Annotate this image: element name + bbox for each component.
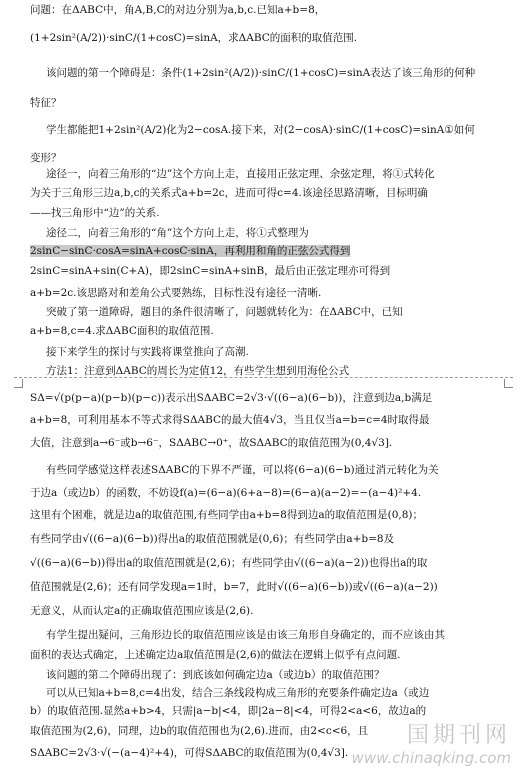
paragraph-line <box>30 244 513 258</box>
paragraph-line: 值范围就是(2,6)；还有同学发现a=1时，b=7，此时√((6−a)(6−b))或√((6−a)(a−2)) <box>30 581 438 593</box>
paragraph-line: 变形？ <box>30 152 62 164</box>
paragraph-line: 无意义，从而认定a的正确取值范围应该是(2,6). <box>30 605 254 617</box>
paragraph-line: √((6−a)(6−b))得出a的取值范围就是(2,6)；有些同学由√((6−a)(a−2))也得出a的取 <box>30 557 428 569</box>
page-corner-mark <box>14 379 23 388</box>
paragraph-line: 面积的表达式确定，上述确定边a取值范围是(2,6)的做法在逻辑上似乎有点问题. <box>30 649 401 661</box>
paragraph-line: 为关于三角形三边a,b,c的关系式a+b=2c，进而可得c=4.该途径思路清晰，目标明确 <box>30 187 428 199</box>
paragraph-line: 2sinC=sinA+sin(C+A)，即2sinC=sinA+sinB，最后由正弦定理亦可得到 <box>30 265 391 277</box>
paragraph-line: 该问题的第一个障碍是：条件(1+2sin²(A/2))·sinC/(1+cosC)=sinA表达了该三角形的何种 <box>46 67 476 79</box>
paragraph-line: a+b=8，可利用基本不等式求得SΔABC的最大值4√3，当且仅当a=b=c=4时取得最 <box>30 414 430 426</box>
paragraph-line: 学生都能把1+2sin²(A/2)化为2−cosA.接下来，对(2−cosA)·sinC/(1+cosC)=sinA①如何 <box>46 124 475 136</box>
paragraph-line: SΔABC=2√3·√(−(a−4)²+4)，可得SΔABC的取值范围为(0,4√3]. <box>30 747 349 759</box>
paragraph-line: 有学生提出疑问，三角形边长的取值范围应该是由该三角形自身确定的，而不应该由其 <box>46 629 445 641</box>
paragraph-line: SΔ=√(p(p−a)(p−b)(p−c))表示出SΔABC=2√3·√((6−a)(6−b))，注意到边a,b满足 <box>30 392 433 404</box>
paragraph-line: b）的取值范围.显然a+b>4，只需|a−b|<4，即|2a−8|<4，可得2<a<6，故边a的 <box>30 705 427 717</box>
highlighted-formula: 2sinC−sinC·cosA=sinA+cosC·sinA，再利用和角的正弦公式得到 <box>30 245 351 257</box>
paragraph-line: 有些同学感觉这样表述SΔABC的下界不严谨，可以将(6−a)(6−b)通过消元转化为关 <box>46 464 439 476</box>
paragraph-line: a+b=8,c=4.求ΔABC面积的取值范围. <box>30 325 214 337</box>
watermark-url: www.chinaqking.com <box>351 749 511 767</box>
paragraph-line: 有些同学由√((6−a)(6−b))得出a的取值范围就是(0,6)；有些同学由a+b=8及 <box>30 533 395 545</box>
paragraph-line: ——找三角形中“边”的关系. <box>30 207 160 219</box>
paragraph-line: (1+2sin²(A/2))·sinC/(1+cosC)=sinA，求ΔABC的面积的取值范围. <box>30 32 358 44</box>
paragraph-line: 途径二，向着三角形的“角”这个方向上走，将①式整理为 <box>46 227 309 239</box>
paragraph-line: 突破了第一道障碍，题目的条件很清晰了，问题就转化为：在ΔABC中，已知 <box>46 306 403 318</box>
paragraph-line: 这里有个困难，就是边a的取值范围,有些同学由a+b=8得到边a的取值范围是(0,8)； <box>30 509 424 521</box>
paragraph-line: 特征？ <box>30 97 62 109</box>
paragraph-line: 可以从已知a+b=8,c=4出发，结合三条线段构成三角形的充要条件确定边a（或边 <box>46 687 430 699</box>
paragraph-line: 大值，注意到a→6⁻或b→6⁻，SΔABC→0⁺，故SΔABC的取值范围为(0,4√3]. <box>30 437 393 449</box>
paragraph-line: 于边a（或边b）的函数，不妨设f(a)=(6−a)(6+a−8)=(6−a)(a−2)=−(a−4)²+4. <box>30 487 422 499</box>
page-corner-mark <box>504 379 513 388</box>
paragraph-line: 接下来学生的探讨与实践将课堂推向了高潮. <box>46 346 249 358</box>
site-watermark <box>352 718 511 767</box>
paragraph-line: 方法1：注意到ΔABC的周长为定值12，有些学生想到用海伦公式 <box>46 365 350 377</box>
watermark-chinese: 国期刊网 <box>406 723 511 748</box>
paragraph-line: a+b=2c.该思路对和差角公式要熟练，目标性没有途径一清晰. <box>30 287 322 299</box>
paragraph-line: 问题：在ΔABC中，角A,B,C的对边分别为a,b,c.已知a+b=8， <box>30 4 326 16</box>
paragraph-line: 取值范围为(2,6)，同理，边b的取值范围也为(2,6).进而，由2<c<6，且 <box>30 725 369 737</box>
page-break-rule <box>14 377 513 378</box>
paragraph-line: 该问题的第二个障碍出现了：到底该如何确定边a（或边b）的取值范围？ <box>46 669 385 681</box>
paragraph-line: 途径一，向着三角形的“边”这个方向上走，直接用正弦定理、余弦定理，将①式转化 <box>46 168 435 180</box>
